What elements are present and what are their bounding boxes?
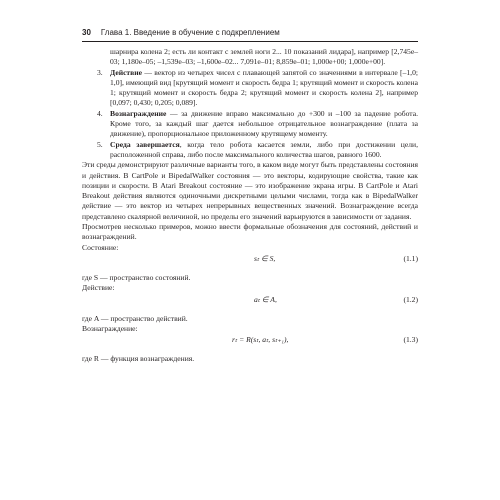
list-number: 3. <box>97 67 103 77</box>
item-text: , когда тело робота касается земли, либо при достижении цели, расположенной справа, либо после максимального количества шагов, равного 1600. <box>110 139 418 159</box>
paragraph-notation-intro: Просмотрев несколько примеров, можно ввести формальные обозначения для состояний, действий и вознаграждений. <box>82 222 418 242</box>
reward-function-definition: где R — функция вознаграждения. <box>82 354 195 364</box>
equation-1-2 <box>82 294 418 308</box>
equation-number: (1.3) <box>403 335 418 345</box>
list-continuation: шарнира колена 2; есть ли контакт с землей ноги 2... 10 показаний лидара], например [2,745e–03; 1,180e–05; –1,539e–03; –1,600e–02... 7,091e–01; 8,859e–01; 1,000e+00; 1,000e+00]. <box>110 47 418 67</box>
list-number: 5. <box>97 139 103 149</box>
term-termination: Среда завершается <box>110 139 180 149</box>
equation-1-3 <box>82 334 418 348</box>
list-item-reward <box>97 108 418 140</box>
action-space-definition: где A — пространство действий. <box>82 313 188 323</box>
paragraph-environments: Эти среды демонстрируют различные варианты того, в каком виде могут быть представлены состояния и действия. В CartPole и BipedalWalker состояния — это векторы, кодирующие свойства, такие как позиции и скорости. В Atari Breakout состояние — это изображение экрана игры. В CartPole и Atari Breakout действия являются одиночными дискретными целыми числами, тогда как в BipedalWalker действие — это вектор из четырех непрерывных вещественных значений. Вознаграждение всегда представлено скалярной величиной, но пределы его значений варьируются в зависимости от задания. <box>82 160 418 221</box>
page-body <box>82 47 418 364</box>
reward-label: Вознаграждение: <box>82 323 138 333</box>
equation-formula: sₜ ∈ S, <box>254 253 276 263</box>
action-label: Действие: <box>82 283 115 293</box>
state-label: Состояние: <box>82 242 119 252</box>
equation-number: (1.1) <box>403 253 418 263</box>
header-rule <box>82 41 418 42</box>
equation-formula: rₜ = R(sₜ, aₜ, sₜ₊₁), <box>232 335 289 345</box>
item-text: — вектор из четырех чисел с плавающей запятой со значениями в интервале [–1,0; 1,0], имеющий вид [крутящий момент и скорость бедра 1; крутящий момент и скорость колена 1; крутящий момент и скорость бедра 2; крутящий момент и скорость колена 2], например [0,097; 0,430; 0,205; 0,089]. <box>110 67 418 108</box>
list-number: 4. <box>97 108 103 118</box>
numbered-list <box>82 47 418 160</box>
term-action: Действие <box>110 67 143 77</box>
equation-1-1 <box>82 253 418 267</box>
list-item-termination <box>97 139 418 161</box>
list-item-action <box>97 67 418 109</box>
equation-number: (1.2) <box>403 294 418 304</box>
chapter-title: Глава 1. Введение в обучение с подкреплением <box>100 28 280 37</box>
item-text: — за движение вправо максимально до +300 и –100 за падение робота. Кроме того, за каждый шаг дается небольшое отрицательное вознаграждение (плата за движение), пропорциональное приложенному крутящему моменту. <box>110 108 418 139</box>
term-reward: Вознаграждение <box>110 108 167 118</box>
equation-formula: aₜ ∈ A, <box>254 294 277 304</box>
page-number: 30 <box>82 28 91 37</box>
state-space-definition: где S — пространство состояний. <box>82 272 191 282</box>
running-header <box>82 28 418 40</box>
